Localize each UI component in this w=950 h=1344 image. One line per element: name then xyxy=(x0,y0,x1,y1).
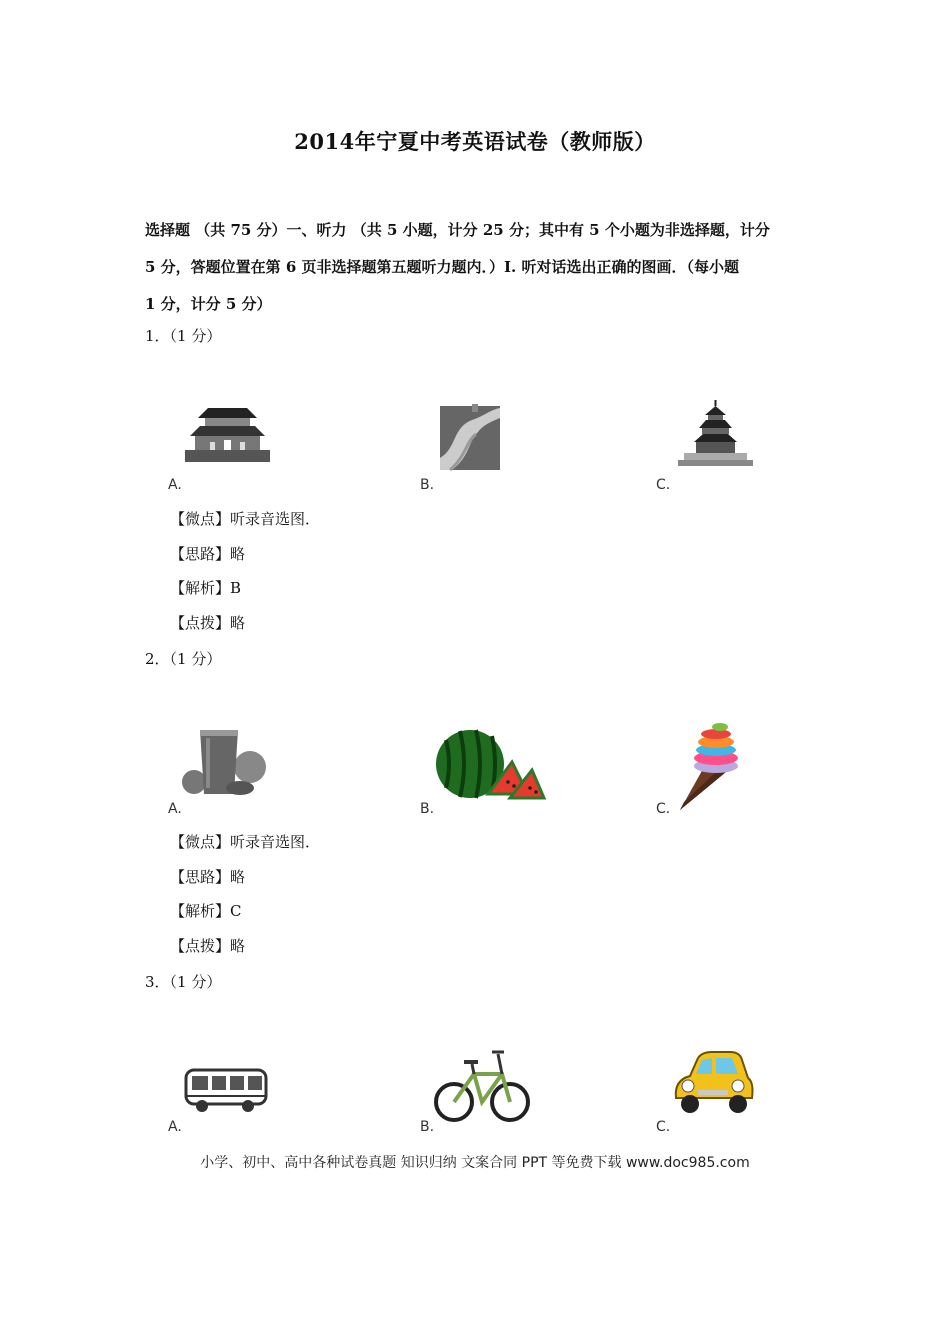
option-b[interactable] xyxy=(412,1040,562,1135)
bicycle-icon xyxy=(432,1040,532,1125)
answer-line: 【思路】略 xyxy=(170,544,246,563)
option-label: B. xyxy=(420,801,435,817)
question-2-options xyxy=(160,722,810,817)
option-label: A. xyxy=(168,801,182,817)
option-label: C. xyxy=(656,801,671,817)
great-wall-icon xyxy=(432,398,507,473)
answer-block xyxy=(170,502,320,640)
bus-icon xyxy=(180,1040,270,1115)
juice-glass-icon xyxy=(180,722,270,797)
answer-line: 【解析】B xyxy=(170,579,242,597)
option-c[interactable] xyxy=(648,722,798,817)
answer-line: 【解析】C xyxy=(170,902,242,920)
intro-line: 1 分，计分 5 分） xyxy=(145,295,272,313)
page-footer: 小学、初中、高中各种试卷真题 知识归纳 文案合同 PPT 等免费下载 www.doc985.com xyxy=(200,1155,750,1171)
option-label: C. xyxy=(656,1119,671,1135)
option-label: C. xyxy=(656,477,671,493)
option-a[interactable] xyxy=(160,1040,310,1135)
page-title: 2014年宁夏中考英语试卷（教师版） xyxy=(294,129,656,154)
answer-line: 【思路】略 xyxy=(170,867,246,886)
question-3-options xyxy=(160,1040,810,1135)
option-c[interactable] xyxy=(648,1040,798,1135)
answer-line: 【微点】听录音选图． xyxy=(170,510,321,528)
option-label: A. xyxy=(168,477,182,493)
taxi-car-icon xyxy=(668,1040,758,1125)
option-a[interactable] xyxy=(160,398,310,493)
ice-cream-icon xyxy=(668,722,748,817)
question-number: 3．（1 分） xyxy=(145,973,222,991)
intro-line: 选择题 （共 75 分）一、听力 （共 5 小题，计分 25 分；其中有 5 个小题为非选择题，计分 xyxy=(145,221,770,239)
option-label: B. xyxy=(420,1119,435,1135)
intro-line: 5 分，答题位置在第 6 页非选择题第五题听力题内．）I. 听对话选出正确的图画．（每小题 xyxy=(145,258,740,276)
option-c[interactable] xyxy=(648,398,798,493)
question-number: 2．（1 分） xyxy=(145,650,222,668)
question-1-options xyxy=(160,398,810,493)
option-a[interactable] xyxy=(160,722,310,817)
option-b[interactable] xyxy=(412,398,562,493)
answer-line: 【微点】听录音选图． xyxy=(170,833,321,851)
section-intro xyxy=(145,212,815,323)
answer-line: 【点拨】略 xyxy=(170,936,246,955)
temple-of-heaven-icon xyxy=(668,398,763,473)
option-b[interactable] xyxy=(412,722,562,817)
question-number: 1．（1 分） xyxy=(145,327,222,345)
option-label: B. xyxy=(420,477,435,493)
watermelon-icon xyxy=(432,722,547,802)
answer-block xyxy=(170,825,320,963)
option-label: A. xyxy=(168,1119,182,1135)
answer-line: 【点拨】略 xyxy=(170,613,246,632)
tiananmen-gate-icon xyxy=(180,398,275,468)
